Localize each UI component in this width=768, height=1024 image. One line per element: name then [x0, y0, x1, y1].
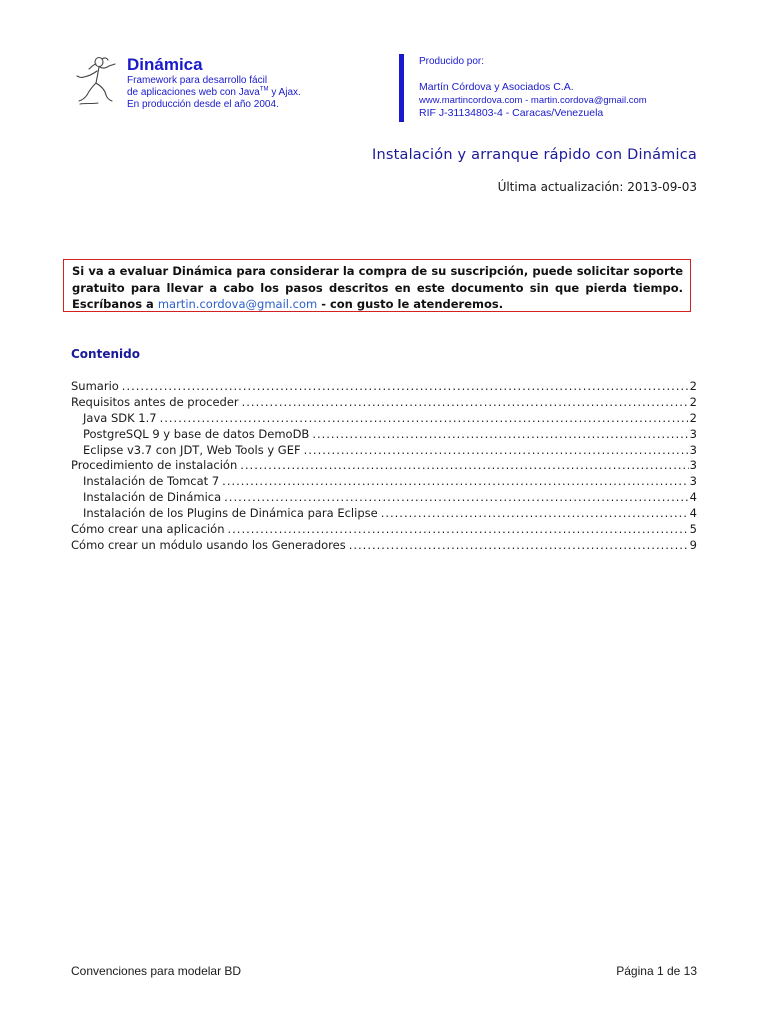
producer-block: [419, 55, 719, 120]
last-updated: Última actualización: 2013-09-03: [497, 180, 697, 194]
toc-entry-label: Eclipse v3.7 con JDT, Web Tools y GEF: [83, 442, 301, 457]
toc-entry-label: Requisitos antes de proceder: [71, 394, 239, 409]
toc-entry-page: 3: [689, 474, 697, 489]
company-name: Martín Córdova y Asociados C.A.: [419, 81, 574, 93]
toc-dot-leader: [222, 474, 689, 490]
toc-dot-leader: [312, 427, 688, 443]
brand-tagline-3: En producción desde el año 2004.: [127, 99, 279, 110]
toc-entry[interactable]: [71, 443, 697, 459]
toc-entry[interactable]: [71, 395, 697, 411]
toc-entry-label: Instalación de Dinámica: [83, 490, 222, 505]
trademark-sup: TM: [259, 86, 269, 93]
toc-entry-label: Instalación de los Plugins de Dinámica para Eclipse: [83, 506, 378, 521]
toc-entry-page: 4: [689, 490, 697, 505]
toc-dot-leader: [122, 379, 689, 395]
company-rif: RIF J-31134803-4 - Caracas/Venezuela: [419, 107, 604, 119]
runner-logo-icon: [72, 54, 120, 110]
evaluation-notice: [63, 259, 691, 312]
toc-entry[interactable]: [71, 538, 697, 554]
footer-page-number: Página 1 de 13: [616, 964, 697, 978]
header-divider: [399, 54, 404, 122]
toc-entry-page: 2: [689, 394, 697, 409]
brand-tagline-2-end: y Ajax.: [268, 87, 301, 98]
toc-entry-page: 3: [689, 442, 697, 457]
document-title: Instalación y arranque rápido con Dinámica: [371, 147, 697, 163]
notice-text: Si va a evaluar Dinámica para considerar la compra de su suscripción, puede solicitar soporte gratuito para llevar a cabo los pasos descritos en este documento sin que pierda tiempo. Escríbanos a: [72, 264, 683, 311]
toc-entry-page: 5: [689, 522, 697, 537]
toc-entry-label: Java SDK 1.7: [83, 410, 157, 425]
toc-entry[interactable]: [71, 427, 697, 443]
toc-entry-label: Procedimiento de instalación: [71, 458, 238, 473]
notice-email-link[interactable]: martin.cordova@gmail.com: [157, 297, 318, 311]
toc-entry-label: Instalación de Tomcat 7: [83, 474, 220, 489]
brand-tagline-2: [127, 87, 387, 99]
brand-tagline-1: Framework para desarrollo fácil: [127, 75, 268, 86]
toc-dot-leader: [349, 538, 689, 554]
toc-entry[interactable]: [71, 379, 697, 395]
toc-entry-label: Sumario: [71, 379, 119, 393]
toc-entry[interactable]: [71, 411, 697, 427]
toc-entry-label: PostgreSQL 9 y base de datos DemoDB: [83, 426, 310, 441]
toc-dot-leader: [242, 395, 689, 411]
toc-entry[interactable]: [71, 506, 697, 522]
toc-entry-page: 2: [689, 379, 697, 393]
table-of-contents: [71, 379, 697, 554]
toc-dot-leader: [304, 443, 689, 459]
toc-entry-page: 4: [689, 506, 697, 521]
toc-entry-page: 3: [689, 458, 697, 473]
brand-tagline-2-text: de aplicaciones web con Java: [127, 87, 260, 98]
toc-entry-page: 3: [689, 426, 697, 441]
toc-entry-page: 9: [689, 537, 697, 552]
toc-entry[interactable]: [71, 522, 697, 538]
brand-block: [127, 55, 387, 111]
toc-dot-leader: [240, 458, 688, 474]
footer-document-name: Convenciones para modelar BD: [71, 964, 242, 978]
toc-entry-label: Cómo crear una aplicación: [71, 522, 225, 537]
toc-entry[interactable]: [71, 490, 697, 506]
company-contact[interactable]: www.martincordova.com - martin.cordova@gmail.com: [419, 95, 647, 106]
produced-by-label: Producido por:: [419, 56, 485, 67]
toc-entry[interactable]: [71, 474, 697, 490]
toc-dot-leader: [381, 506, 689, 522]
toc-dot-leader: [228, 522, 689, 538]
toc-heading: Contenido: [71, 347, 140, 361]
toc-entry[interactable]: [71, 458, 697, 474]
brand-name: Dinámica: [127, 55, 203, 74]
toc-entry-page: 2: [689, 410, 697, 425]
toc-entry-label: Cómo crear un módulo usando los Generadores: [71, 537, 346, 552]
notice-text-end: - con gusto le atenderemos.: [317, 297, 504, 311]
toc-dot-leader: [224, 490, 689, 506]
toc-dot-leader: [160, 411, 689, 427]
